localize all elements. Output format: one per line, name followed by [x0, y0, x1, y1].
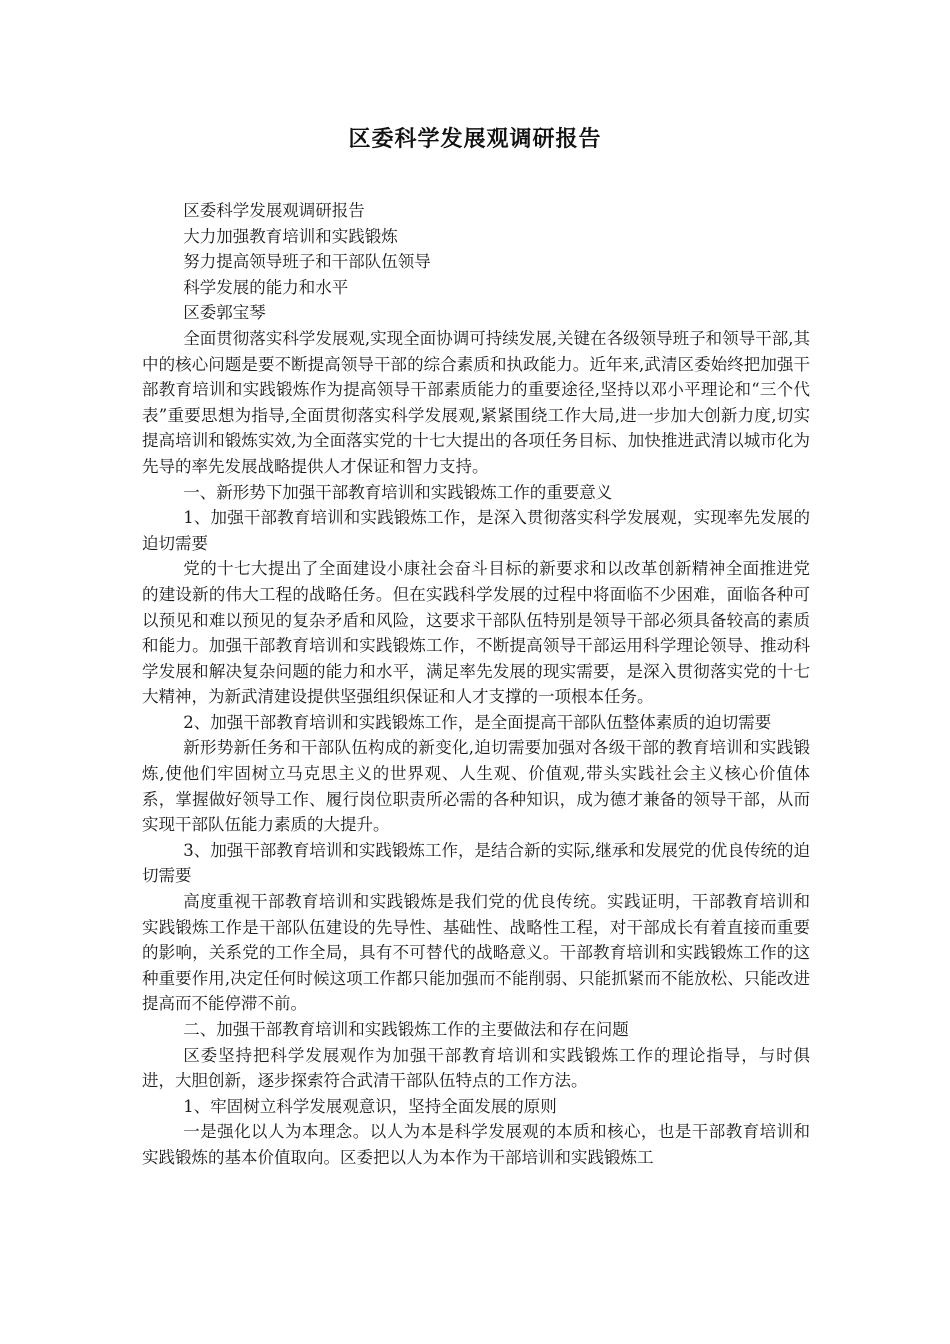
paragraph: 区委郭宝琴 — [183, 303, 266, 323]
paragraph: 大力加强教育培训和实践锻炼 — [183, 226, 398, 246]
document-body — [142, 198, 810, 1171]
subsection-heading: 2、加强干部教育培训和实践锻炼工作，是全面提高干部队伍整体素质的迫切需要 — [183, 712, 772, 732]
document-title: 区委科学发展观调研报告 — [348, 126, 602, 152]
paragraph: 新形势新任务和干部队伍构成的新变化,迫切需要加强对各级干部的教育培训和实践锻炼,使他们牢固树立马克思主义的世界观、人生观、价值观,带头实践社会主义核心价值体系，掌握做好领导工作、履行岗位职责所必需的各种知识，成为德才兼备的领导干部，从而实现干部队伍能力素质的大提升。 — [142, 738, 810, 835]
paragraph: 全面贯彻落实科学发展观,实现全面协调可持续发展,关键在各级领导班子和领导干部,其中的核心问题是要不断提高领导干部的综合素质和执政能力。近年来,武清区委始终把加强干部教育培训和实践锻炼作为提高领导干部素质能力的重要途径,坚持以邓小平理论和“三个代表”重要思想为指导,全面贯彻落实科学发展观,紧紧围绕工作大局,进一步加大创新力度,切实提高培训和锻炼实效,为全面落实党的十七大提出的各项任务目标、加快推进武清以城市化为先导的率先发展战略提供人才保证和智力支持。 — [142, 328, 810, 476]
subsection-heading: 3、加强干部教育培训和实践锻炼工作，是结合新的实际,继承和发展党的优良传统的迫切需要 — [142, 840, 810, 886]
paragraph: 区委科学发展观调研报告 — [183, 201, 365, 220]
subsection-heading: 1、加强干部教育培训和实践锻炼工作，是深入贯彻落实科学发展观，实现率先发展的迫切需要 — [142, 508, 810, 553]
paragraph: 党的十七大提出了全面建设小康社会奋斗目标的新要求和以改革创新精神全面推进党的建设新的伟大工程的战略任务。但在实践科学发展的过程中将面临不少困难，面临各种可以预见和难以预见的复杂矛盾和风险，这要求干部队伍特别是领导干部必须具备较高的素质和能力。加强干部教育培训和实践锻炼工作，不断提高领导干部运用科学理论领导、推动科学发展和解决复杂问题的能力和水平，满足率先发展的现实需要，是深入贯彻落实党的十七大精神，为新武清建设提供坚强组织保证和人才支撑的一项根本任务。 — [142, 559, 810, 707]
subsection-heading: 1、牢固树立科学发展观意识，坚持全面发展的原则 — [183, 1096, 557, 1116]
section-heading: 一、新形势下加强干部教育培训和实践锻炼工作的重要意义 — [183, 482, 613, 502]
paragraph: 努力提高领导班子和干部队伍领导 — [183, 252, 431, 272]
paragraph: 一是强化以人为本理念。以人为本是科学发展观的本质和核心，也是干部教育培训和实践锻炼的基本价值取向。区委把以人为本作为干部培训和实践锻炼工 — [142, 1122, 810, 1167]
paragraph: 区委坚持把科学发展观作为加强干部教育培训和实践锻炼工作的理论指导，与时俱进，大胆创新，逐步探索符合武清干部队伍特点的工作方法。 — [142, 1045, 810, 1091]
paragraph: 高度重视干部教育培训和实践锻炼是我们党的优良传统。实践证明，干部教育培训和实践锻炼工作是干部队伍建设的先导性、基础性、战略性工程，对干部成长有着直接而重要的影响，关系党的工作全局，具有不可替代的战略意义。干部教育培训和实践锻炼工作的这种重要作用,决定任何时候这项工作都只能加强而不能削弱、只能抓紧而不能放松、只能改进提高而不能停滞不前。 — [142, 892, 810, 1014]
section-heading: 二、加强干部教育培训和实践锻炼工作的主要做法和存在问题 — [183, 1020, 629, 1039]
paragraph: 科学发展的能力和水平 — [183, 277, 349, 297]
